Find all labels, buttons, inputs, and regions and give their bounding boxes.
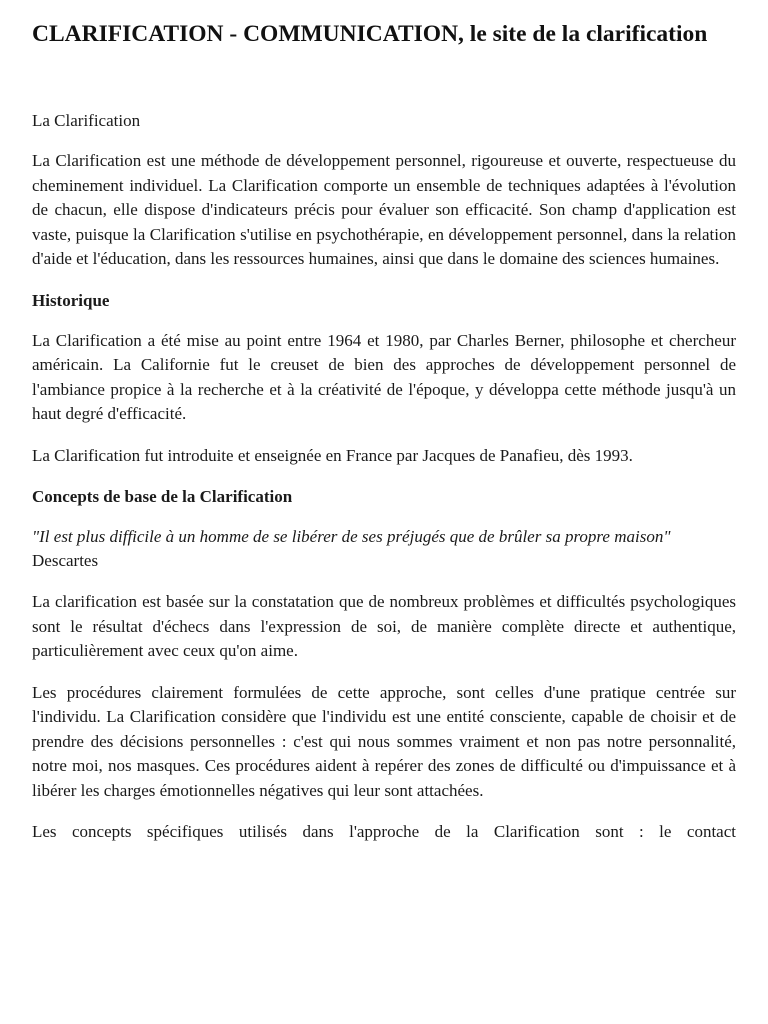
paragraph-procedures: Les procédures clairement formulées de cette approche, sont celles d'une pratique centrée sur l'individu. La Clarification considère que l'individu est une entité consciente, capable de choisir et de prendre des décisions personnelles : c'est qui nous sommes vraiment et non pas notre personnalité, notre moi, nos masques. Ces procédures aident à repérer des zones de difficulté ou d'impuissance et à libérer les charges émotionnelles négatives qui leur sont attachées.: [32, 682, 736, 800]
heading-concepts: Concepts de base de la Clarification: [32, 487, 293, 506]
quote-text: "Il est plus difficile à un homme de se libérer de ses préjugés que de brûler sa propre maison": [32, 527, 671, 546]
paragraph-history: La Clarification a été mise au point entre 1964 et 1980, par Charles Berner, philosophe et chercheur américain. La Californie fut le creuset de bien des approches de développement personnel de l'ambiance propice à la recherche et à la créativité de l'époque, y développa cette méthode jusqu'à un haut degré d'efficacité.: [32, 330, 736, 423]
heading-historique: Historique: [32, 290, 110, 310]
paragraph-basis: La clarification est basée sur la constatation que de nombreux problèmes et difficultés psychologiques sont le résultat d'échecs dans l'expression de soi, de manière complète directe et authentique, particulièrement avec ceux qu'on aime.: [32, 592, 736, 660]
quote-author: Descartes: [32, 551, 99, 570]
document-page: [32, 20, 736, 844]
paragraph-definition: La Clarification est une méthode de développement personnel, rigoureuse et ouverte, respectueuse du cheminement individuel. La Clarification comporte un ensemble de techniques adaptées à l'évolution de chacun, elle dispose d'indicateurs précis pour évaluer son efficacité. Son champ d'application est vaste, puisque la Clarification s'utilise en psychothérapie, en développement personnel, dans la relation d'aide et l'éducation, dans les ressources humaines, ainsi que dans le domaine des sciences humaines.: [32, 151, 736, 268]
intro-label: La Clarification: [32, 111, 141, 130]
paragraph-concepts-start: Les concepts spécifiques utilisés dans l'approche de la Clarification sont : le contact: [32, 822, 736, 841]
title-spacer: [32, 49, 736, 109]
paragraph-france: La Clarification fut introduite et enseignée en France par Jacques de Panafieu, dès 1993.: [32, 445, 633, 465]
page-title: CLARIFICATION - COMMUNICATION, le site de la clarification: [32, 21, 708, 47]
